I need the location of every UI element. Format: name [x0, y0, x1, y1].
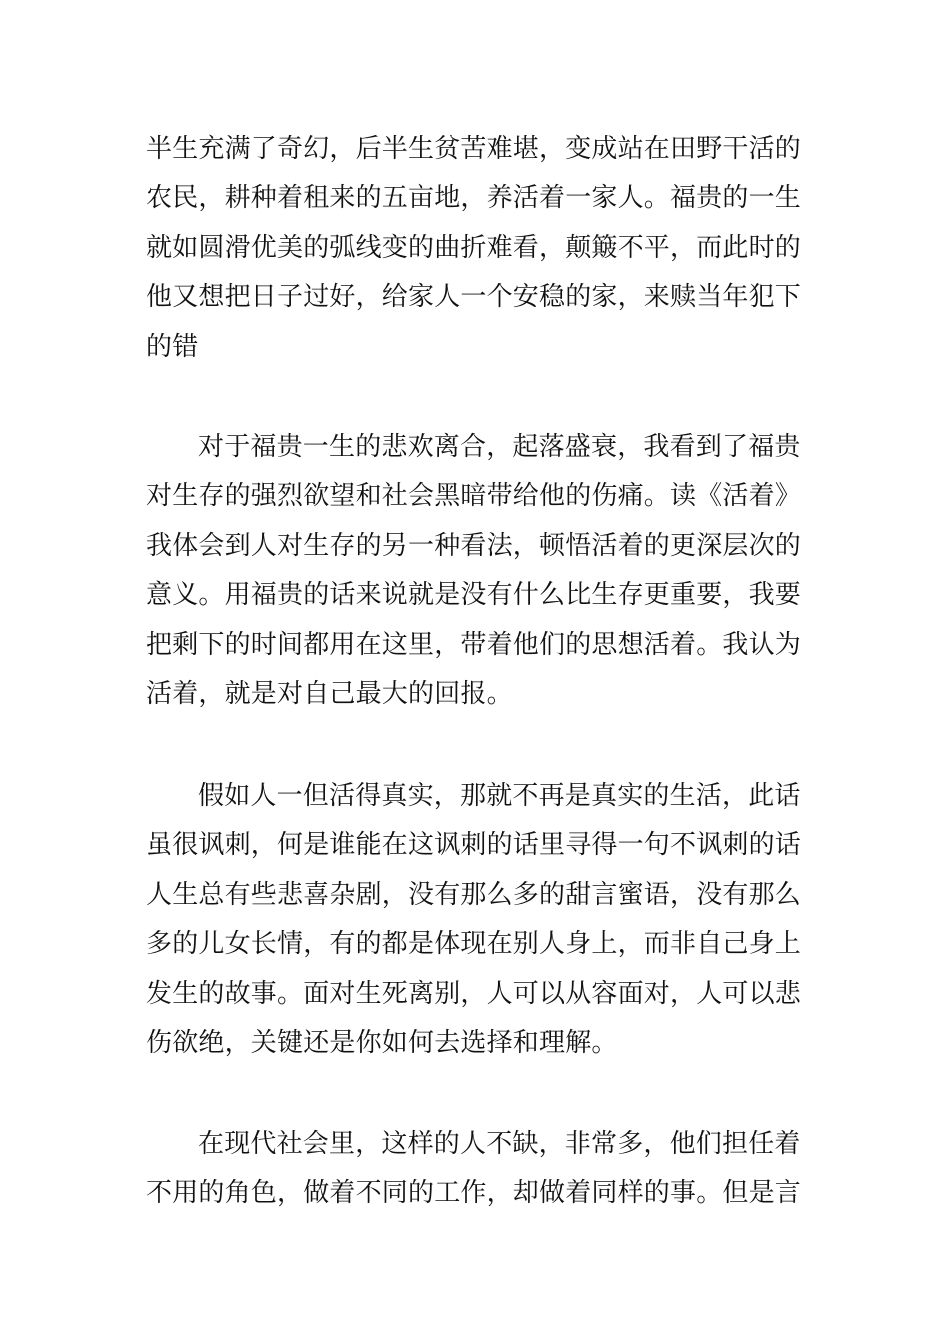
- paragraph-line: 他又想把日子过好，给家人一个安稳的家，来赎当年犯下: [146, 282, 802, 313]
- paragraph-line: 把剩下的时间都用在这里，带着他们的思想活着。我认为: [146, 629, 802, 660]
- paragraph-line: 发生的故事。面对生死离别，人可以从容面对，人可以悲: [146, 978, 802, 1009]
- paragraph-line: 对于福贵一生的悲欢离合，起落盛衰，我看到了福贵: [198, 432, 801, 462]
- paragraph-line: 农民，耕种着租来的五亩地，养活着一家人。福贵的一生: [146, 183, 802, 214]
- paragraph-3: [146, 772, 810, 1068]
- paragraph-line: 假如人一但活得真实，那就不再是真实的生活，此话: [198, 781, 801, 811]
- paragraph-line: 在现代社会里，这样的人不缺，非常多，他们担任着: [198, 1129, 801, 1159]
- paragraph-line: 多的儿女长情，有的都是体现在别人身上，而非自己身上: [146, 929, 802, 960]
- paragraph-line: 意义。用福贵的话来说就是没有什么比生存更重要，我要: [146, 580, 802, 611]
- paragraph-4: [146, 1120, 810, 1219]
- paragraph-1: [146, 125, 810, 372]
- paragraph-line: 半生充满了奇幻，后半生贫苦难堪，变成站在田野干活的: [146, 134, 802, 164]
- paragraph-line: 的错: [146, 331, 199, 362]
- paragraph-line: 人生总有些悲喜杂剧，没有那么多的甜言蜜语，没有那么: [146, 879, 802, 910]
- paragraph-line: 对生存的强烈欲望和社会黑暗带给他的伤痛。读《活着》: [146, 481, 802, 512]
- paragraph-2: [146, 423, 810, 719]
- paragraph-line: 不用的角色，做着不同的工作，却做着同样的事。但是言: [146, 1178, 802, 1209]
- paragraph-line: 我体会到人对生存的另一种看法，顿悟活着的更深层次的: [146, 530, 802, 561]
- paragraph-line: 活着，就是对自己最大的回报。: [146, 678, 513, 709]
- paragraph-line: 就如圆滑优美的弧线变的曲折难看，颠簸不平，而此时的: [146, 232, 802, 263]
- paragraph-line: 虽很讽刺，何是谁能在这讽刺的话里寻得一句不讽刺的话: [146, 830, 802, 861]
- paragraph-line: 伤欲绝，关键还是你如何去选择和理解。: [146, 1027, 618, 1058]
